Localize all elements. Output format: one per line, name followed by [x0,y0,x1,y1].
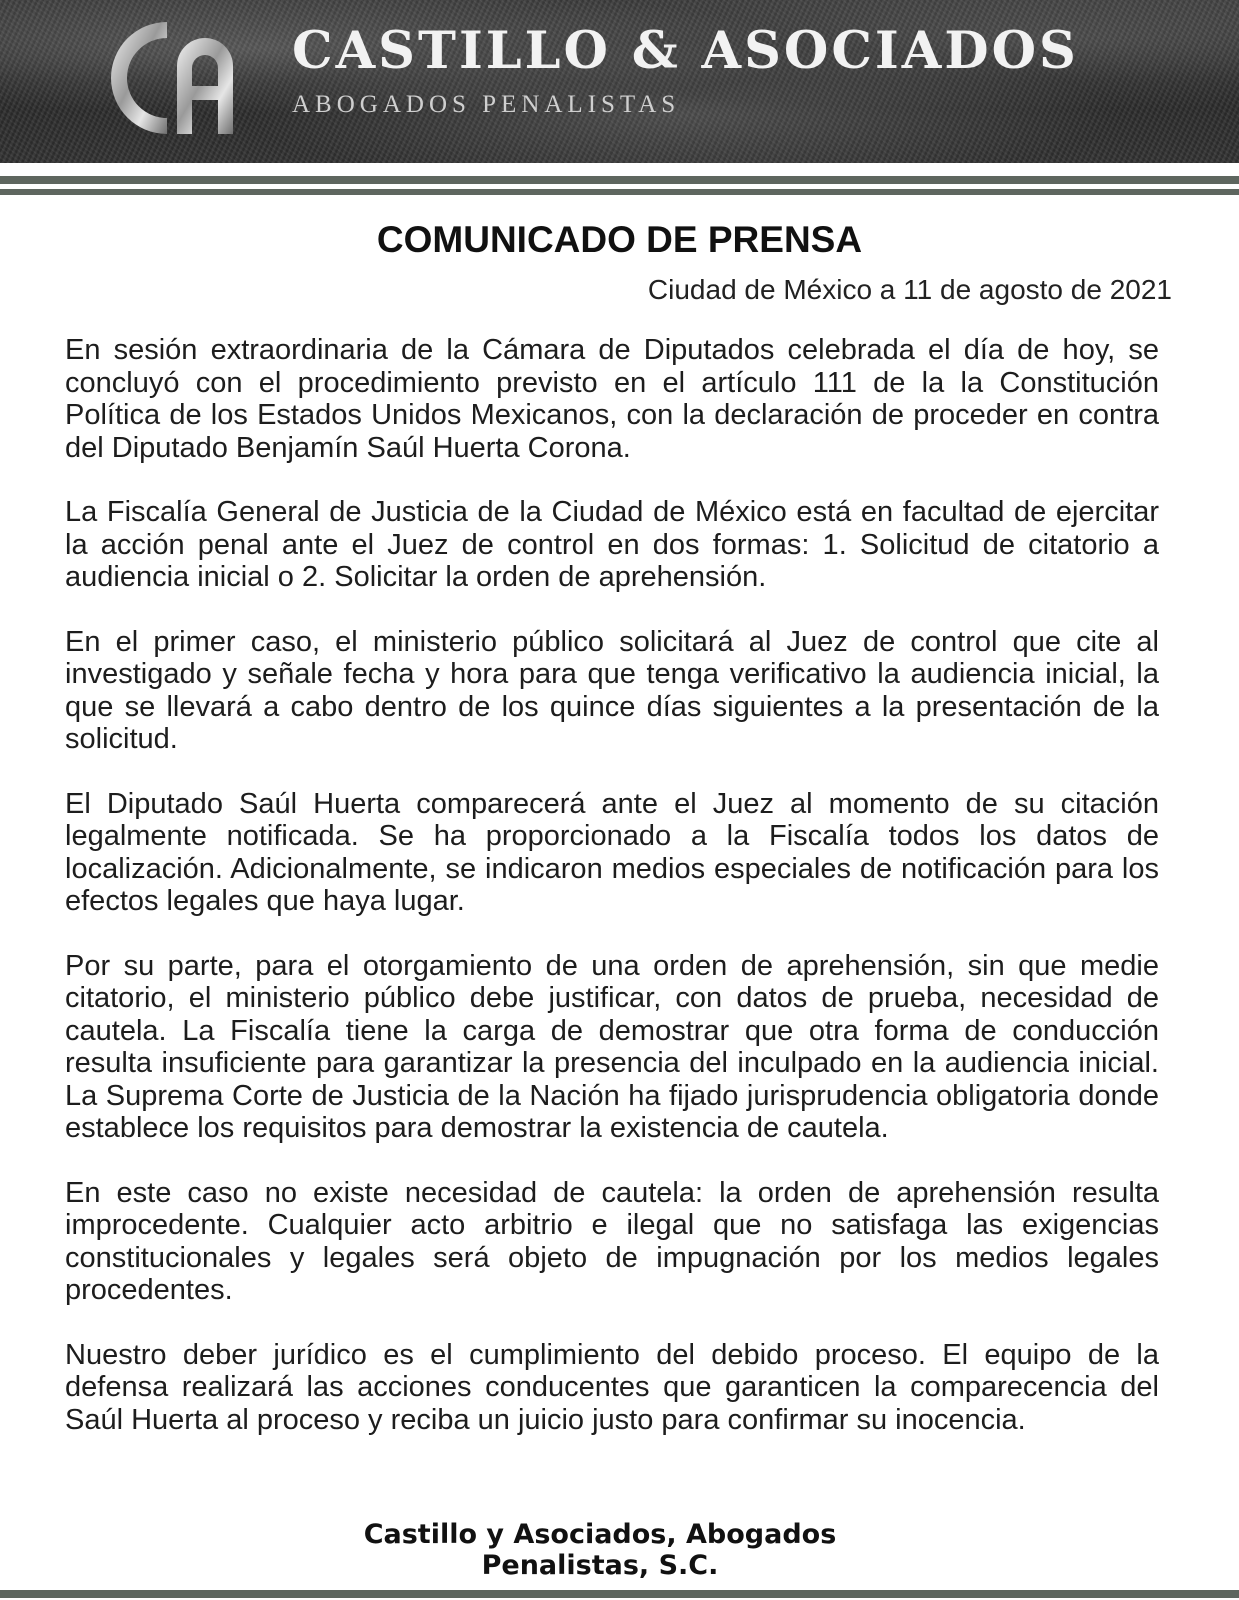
firm-name: CASTILLO & ASOCIADOS [292,21,1079,81]
signature-line-1: Castillo y Asociados, Abogados [363,1519,837,1550]
signature-line-2: Penalistas, S.C. [481,1550,719,1581]
paragraph-5: Por su parte, para el otorgamiento de una orden de aprehensión, sin que medie citatorio, el ministerio público debe justificar, con datos de prueba, necesidad de cautela. La Fiscalía tiene la carga de demostrar que otra forma de conducción resulta insuficiente para garantizar la presencia del inculpado en la audiencia inicial. La Suprema Corte de Justicia de la Nación ha fijado jurisprudencia obligatoria donde establece los requisitos para demostrar la existencia de cautela. [65,949,1159,1144]
header-divider-top [0,176,1239,184]
firm-logo-icon [105,14,240,142]
paragraph-7: Nuestro deber jurídico es el cumplimiento del debido proceso. El equipo de la defensa realizará las acciones conducentes que garanticen la comparecencia del Saúl Huerta al proceso y reciba un juicio justo para confirmar su inocencia. [65,1338,1159,1436]
paragraph-3: En el primer caso, el ministerio público solicitará al Juez de control que cite al investigado y señale fecha y hora para que tenga verificativo la audiencia inicial, la que se llevará a cabo dentro de los quince días siguientes a la presentación de la solicitud. [65,625,1159,755]
document-body [65,334,1159,1468]
paragraph-1: En sesión extraordinaria de la Cámara de Diputados celebrada el día de hoy, se concluyó con el procedimiento previsto en el artículo 111 de la la Constitución Política de los Estados Unidos Mexicanos, con la declaración de proceder en contra del Diputado Benjamín Saúl Huerta Corona. [65,334,1159,464]
signature-block [0,1519,1200,1581]
firm-subtitle: ABOGADOS PENALISTAS [292,91,681,118]
document-title: COMUNICADO DE PRENSA [376,219,863,260]
paragraph-2: La Fiscalía General de Justicia de la Ciudad de México está en facultad de ejercitar la acción penal ante el Juez de control en dos formas: 1. Solicitud de citatorio a audiencia inicial o 2. Solicitar la orden de aprehensión. [65,496,1159,593]
header-divider-bottom [0,189,1239,195]
footer-divider [0,1590,1239,1598]
paragraph-6: En este caso no existe necesidad de cautela: la orden de aprehensión resulta improcedente. Cualquier acto arbitrio e ilegal que no satisfaga las exigencias constitucionales y legales será objeto de impugnación por los medios legales procedentes. [65,1176,1159,1306]
paragraph-4: El Diputado Saúl Huerta comparecerá ante el Juez al momento de su citación legalmente notificada. Se ha proporcionado a la Fiscalía todos los datos de localización. Adicionalmente, se indicaron medios especiales de notificación para los efectos legales que haya lugar. [65,787,1159,917]
header-banner [0,0,1239,163]
date-line: Ciudad de México a 11 de agosto de 2021 [647,274,1172,305]
